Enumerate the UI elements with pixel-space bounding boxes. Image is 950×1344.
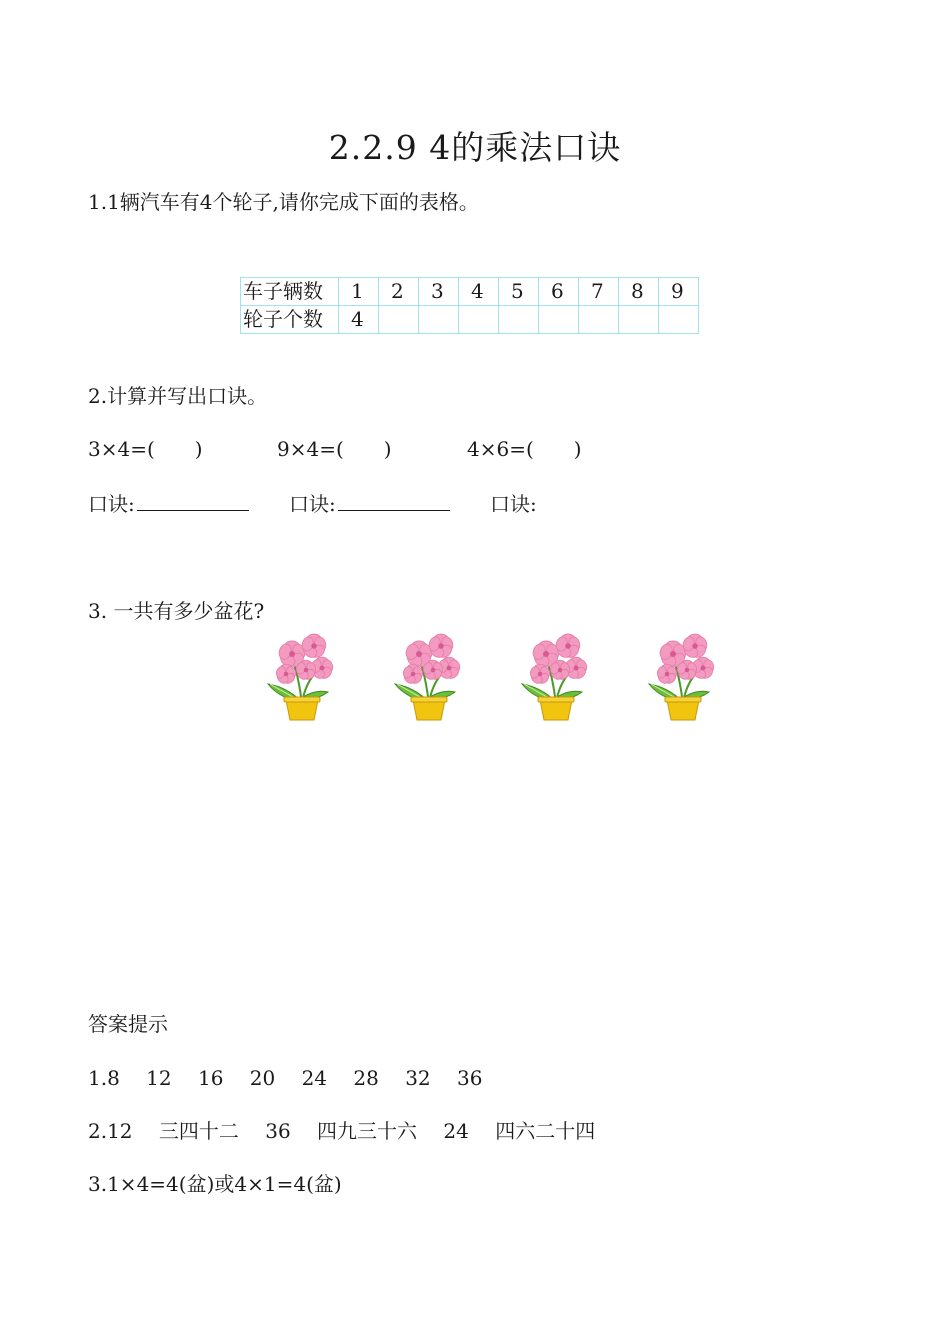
koujue-1 <box>88 488 249 517</box>
table-cell-blank[interactable] <box>379 306 419 334</box>
table-cell-blank[interactable] <box>539 306 579 334</box>
potted-flower-icon <box>262 626 342 722</box>
question-2-text: 2.计算并写出口诀。 <box>88 384 268 408</box>
table-cell: 5 <box>499 278 539 306</box>
expression-2: 9×4=( ) <box>277 437 392 461</box>
koujue-3 <box>490 488 537 517</box>
koujue-label: 口诀: <box>88 492 135 516</box>
koujue-label: 口诀: <box>490 492 537 516</box>
table-cell: 3 <box>419 278 459 306</box>
answer-blank[interactable] <box>137 490 249 511</box>
table-cell: 4 <box>459 278 499 306</box>
expression-3: 4×6=( ) <box>467 437 582 461</box>
answer-heading: 答案提示 <box>88 1012 168 1036</box>
table-cell-blank[interactable] <box>579 306 619 334</box>
table-cell: 1 <box>339 278 379 306</box>
potted-flower-icon <box>643 626 723 722</box>
table-cell-blank[interactable] <box>419 306 459 334</box>
table-cell: 2 <box>379 278 419 306</box>
expression-1: 3×4=( ) <box>88 437 203 461</box>
wheel-count-table <box>240 277 699 334</box>
table-row-header: 轮子个数 <box>241 306 339 334</box>
table-cell-blank[interactable] <box>659 306 699 334</box>
table-cell-blank[interactable] <box>619 306 659 334</box>
flower-row <box>262 626 732 722</box>
potted-flower-icon <box>389 626 469 722</box>
table-cell-blank[interactable] <box>459 306 499 334</box>
page-title: 2.2.9 4的乘法口诀 <box>328 128 622 167</box>
table-cell: 9 <box>659 278 699 306</box>
koujue-label: 口诀: <box>289 492 336 516</box>
table-cell: 4 <box>339 306 379 334</box>
table-cell: 8 <box>619 278 659 306</box>
table-cell: 6 <box>539 278 579 306</box>
question-3-text: 3. 一共有多少盆花? <box>88 599 265 623</box>
table-cell-blank[interactable] <box>499 306 539 334</box>
answer-2: 2.12 三四十二 36 四九三十六 24 四六二十四 <box>88 1119 596 1143</box>
question-1-text: 1.1辆汽车有4个轮子,请你完成下面的表格。 <box>88 190 479 214</box>
table-cell: 7 <box>579 278 619 306</box>
table-row <box>241 278 699 306</box>
potted-flower-icon <box>516 626 596 722</box>
table-row <box>241 306 699 334</box>
answer-3: 3.1×4=4(盆)或4×1=4(盆) <box>88 1172 342 1196</box>
koujue-2 <box>289 488 450 517</box>
table-row-header: 车子辆数 <box>241 278 339 306</box>
answer-blank[interactable] <box>338 490 450 511</box>
answer-1: 1.8 12 16 20 24 28 32 36 <box>88 1066 483 1090</box>
